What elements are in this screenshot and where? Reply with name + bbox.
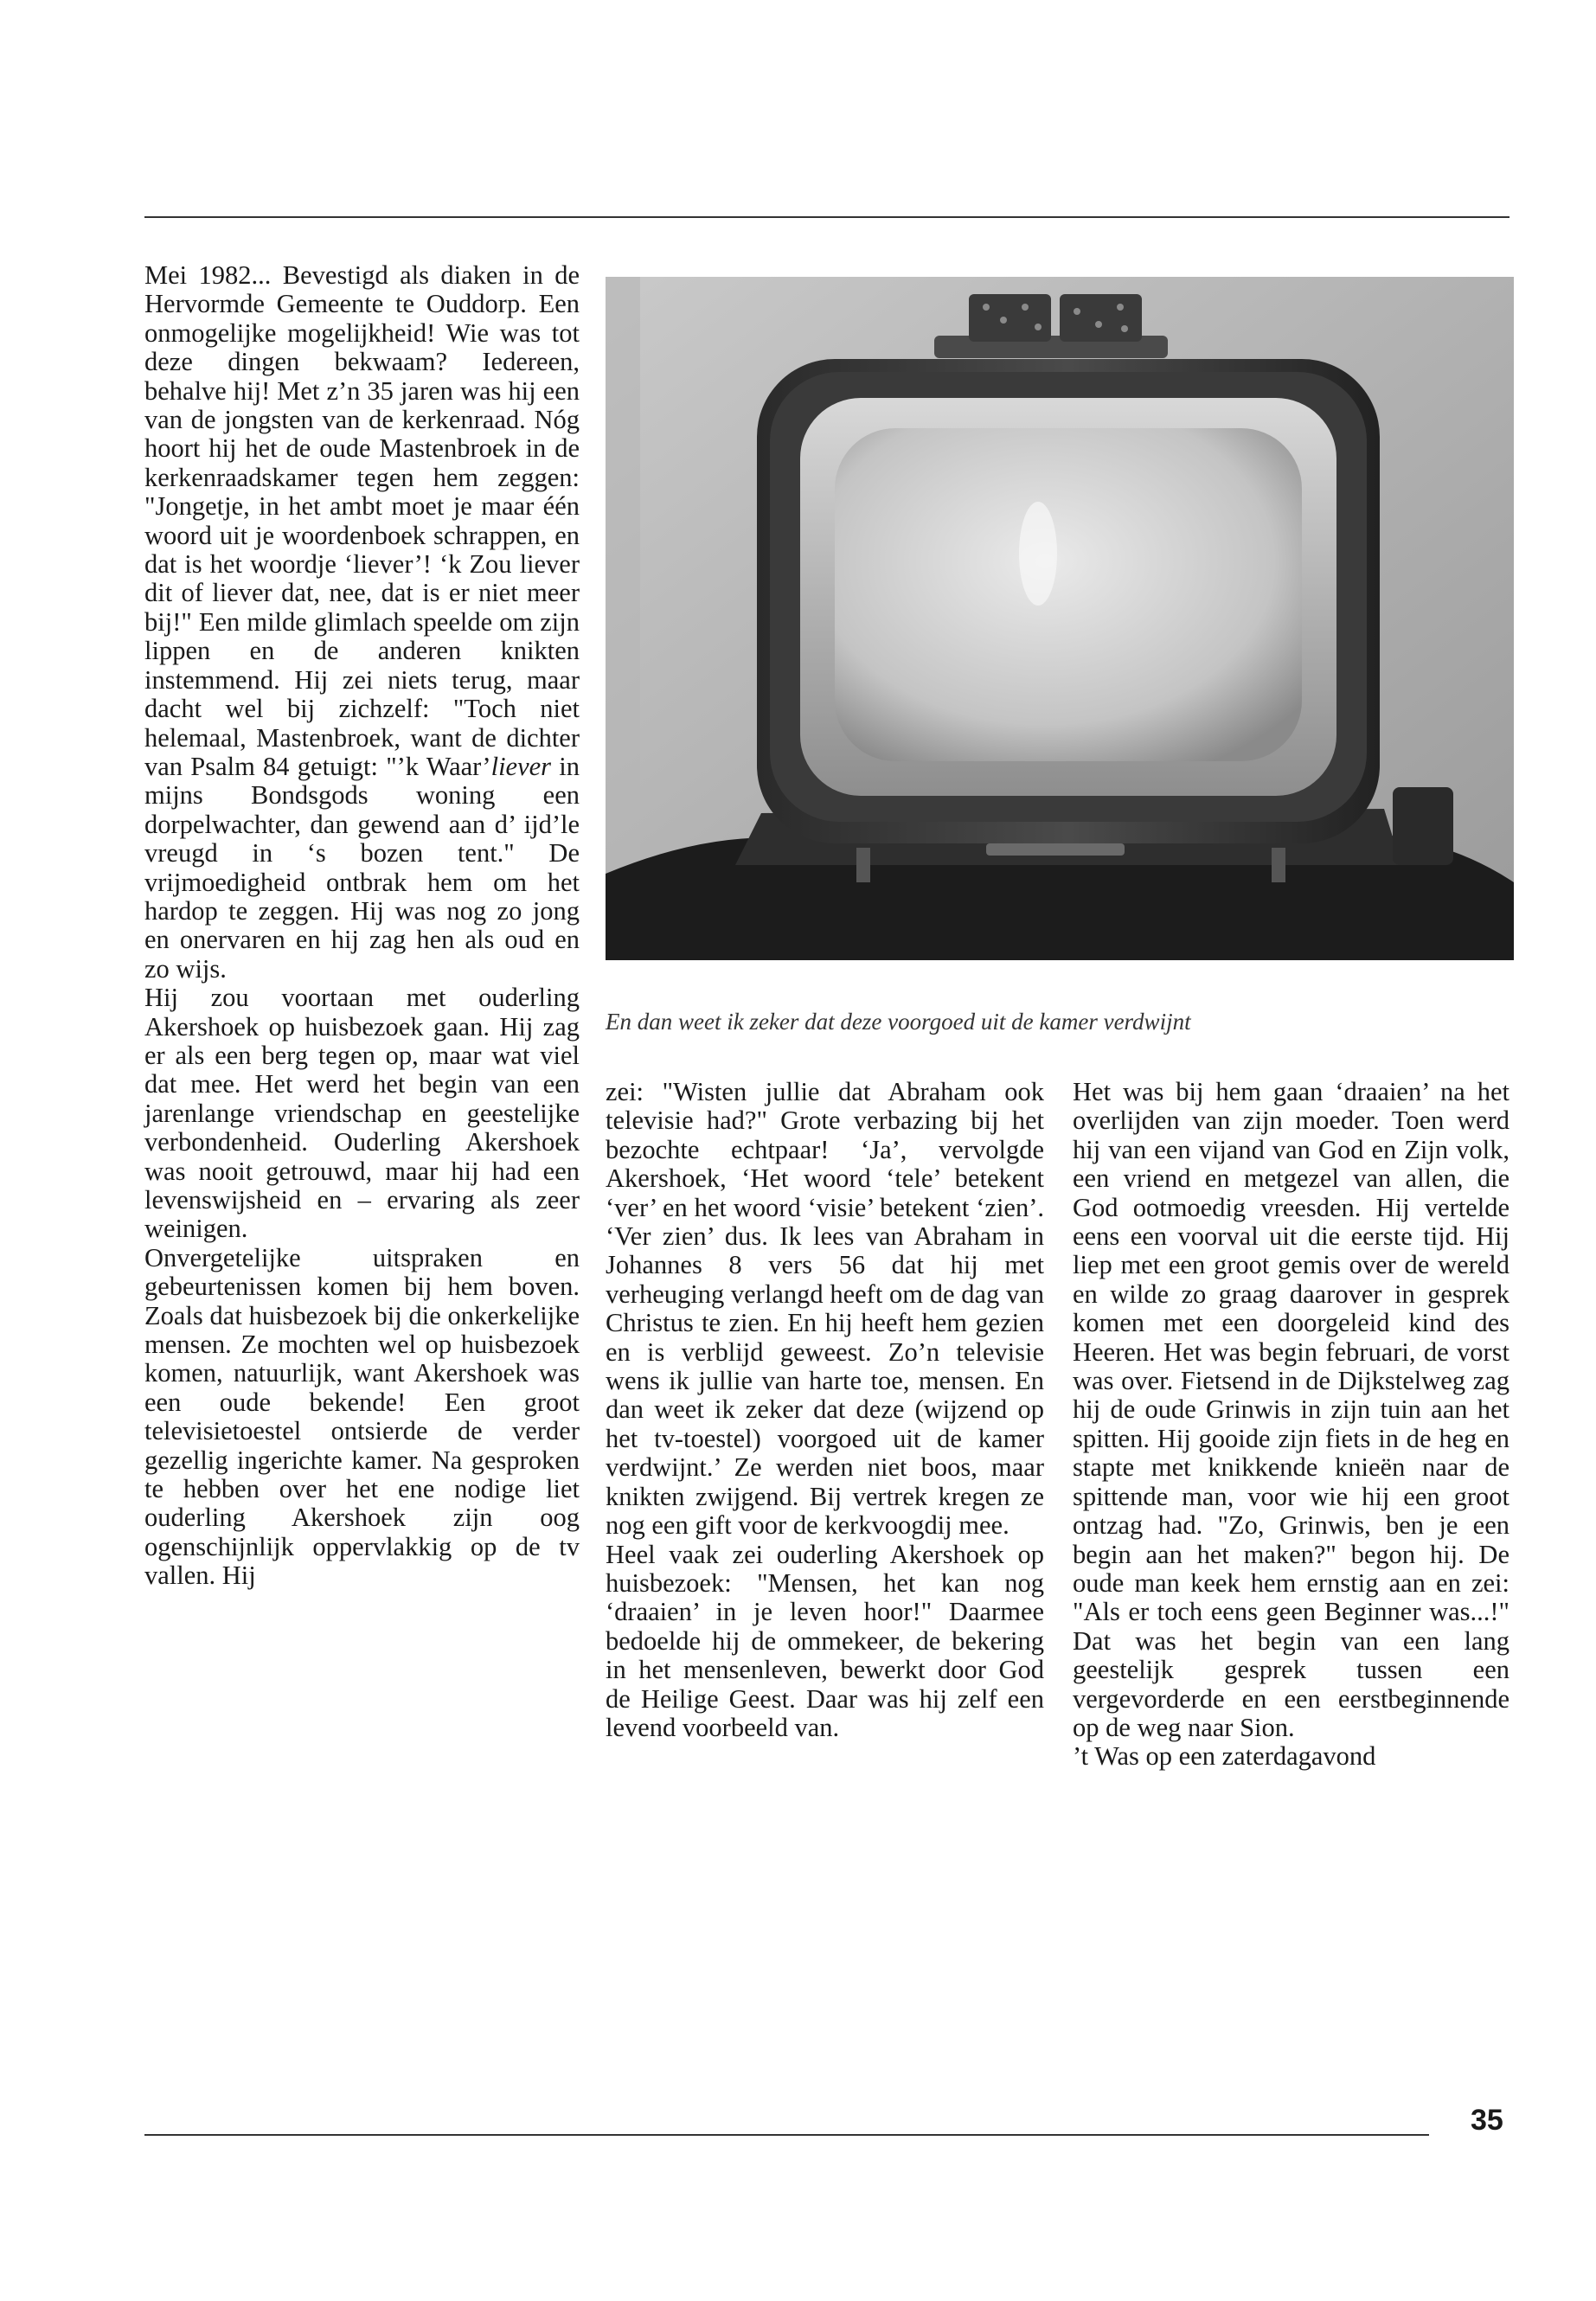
bottom-rule xyxy=(144,2134,1429,2136)
text-column-1 xyxy=(144,261,580,1591)
top-rule xyxy=(144,216,1509,218)
text-column-2 xyxy=(606,1078,1044,1742)
paragraph: Het was bij hem gaan ‘draaien’ na het overlijden van zijn moeder. Toen werd hij van een vijand van God en Zijn volk, een vriend en metgezel van allen, die God ootmoedig vreesden. Hij vertelde eens een voorval uit die eerste tijd. Hij liep met een groot gemis over de wereld en wilde zo graag daarover in gesprek komen met een doorgeleid kind des Heeren. Het was begin februari, de vorst was over. Fietsend in de Dijkstelweg zag hij de oude Grinwis in zijn tuin aan het spitten. Hij gooide zijn fiets in de heg en stapte met knikkende knieën naar de spittende man, voor wie hij een groot ontzag had. "Zo, Grinwis, ben je een begin aan het maken?" begon hij. De oude man keek hem ernstig aan en zei: "Als er toch eens geen Beginner was...!" Dat was het begin van een lang geestelijk gesprek tussen een vergevorderde en een eerstbeginnende op de weg naar Sion. xyxy=(1073,1077,1509,1742)
television-photo xyxy=(606,277,1514,960)
paragraph: zei: "Wisten jullie dat Abraham ook televisie had?" Grote verbazing bij het bezochte echtpaar! ‘Ja’, vervolgde Akershoek, ‘Het woord ‘tele’ betekent ‘ver’ en het woord ‘visie’ betekent ‘zien’. ‘Ver zien’ dus. Ik lees van Abraham in Johannes 8 vers 56 dat hij met verheuging verlangd heeft om de dag van Christus te zien. En hij heeft hem gezien en is verblijd geweest. Zo’n televisie wens ik jullie van harte toe, mensen. En dan weet ik zeker dat deze (wijzend op het tv-toestel) voorgoed uit de kamer verdwijnt.’ Ze werden niet boos, maar knikten zwijgend. Bij vertrek kregen ze nog een gift voor de kerkvoogdij mee. xyxy=(606,1077,1044,1541)
text-run: in mijns Bondsgods woning een dorpelwachter, dan gewend aan d’ ijd’le vreugd in ‘s bozen tent." De vrijmoedigheid ontbrak hem om het hardop te zeggen. Hij was nog zo jong en onervaren en hij zag hen als oud en zo wijs. xyxy=(144,751,580,984)
paragraph: Hij zou voortaan met ouderling Akershoek op huisbezoek gaan. Hij zag er als een berg tegen op, maar wat viel dat mee. Het werd het begin van een jarenlange vriendschap en geestelijke verbondenheid. Ouderling Akershoek was nooit getrouwd, maar hij had een levenswijsheid en – ervaring als zeer weinigen. xyxy=(144,983,580,1244)
page-number: 35 xyxy=(1471,2104,1503,2137)
paragraph: ’t Was op een zaterdagavond xyxy=(1073,1741,1376,1772)
paragraph: Onvergetelijke uitspraken en gebeurtenissen komen bij hem boven. Zoals dat huisbezoek bij die onkerkelijke mensen. Ze mochten wel op huisbezoek komen, natuurlijk, want Akershoek was een oude bekende! Een groot televisietoestel ontsierde de verder gezellig ingerichte kamer. Na gesproken te hebben over het ene nodige liet ouderling Akershoek zijn oog ogenschijnlijk oppervlakkig op de tv vallen. Hij xyxy=(144,1242,580,1591)
photo-caption: En dan weet ik zeker dat deze voorgoed uit de kamer verdwijnt xyxy=(606,1009,1191,1035)
italic-word: liever xyxy=(490,751,552,781)
paragraph xyxy=(144,261,580,984)
text-run: Mei 1982... Bevestigd als diaken in de Hervormde Gemeente te Ouddorp. Een onmogelijke mogelijkheid! Wie was tot deze dingen bekwaam? Iedereen, behalve hij! Met z’n 35 jaren was hij een van de jongsten van de kerkenraad. Nóg hoort hij het de oude Mastenbroek in de kerkenraadskamer tegen hem zeggen: "Jongetje, in het ambt moet je maar één woord uit je woordenboek schrappen, en dat is het woordje ‘liever’! ‘k Zou liever dit of liever dat, nee, dat is er niet meer bij!" Een milde glimlach speelde om zijn lippen en de anderen knikten instemmend. Hij zei niets terug, maar dacht wel bij zichzelf: "Toch niet helemaal, Mastenbroek, want de dichter van Psalm 84 getuigt: "’k Waar’ xyxy=(144,260,580,781)
text-column-3 xyxy=(1073,1078,1509,1772)
paragraph: Heel vaak zei ouderling Akershoek op huisbezoek: "Mensen, het kan nog ‘draaien’ in je leven hoor!" Daarmee bedoelde hij de ommekeer, de bekering in het mensenleven, bewerkt door God de Heilige Geest. Daar was hij zelf een levend voorbeeld van. xyxy=(606,1539,1044,1742)
